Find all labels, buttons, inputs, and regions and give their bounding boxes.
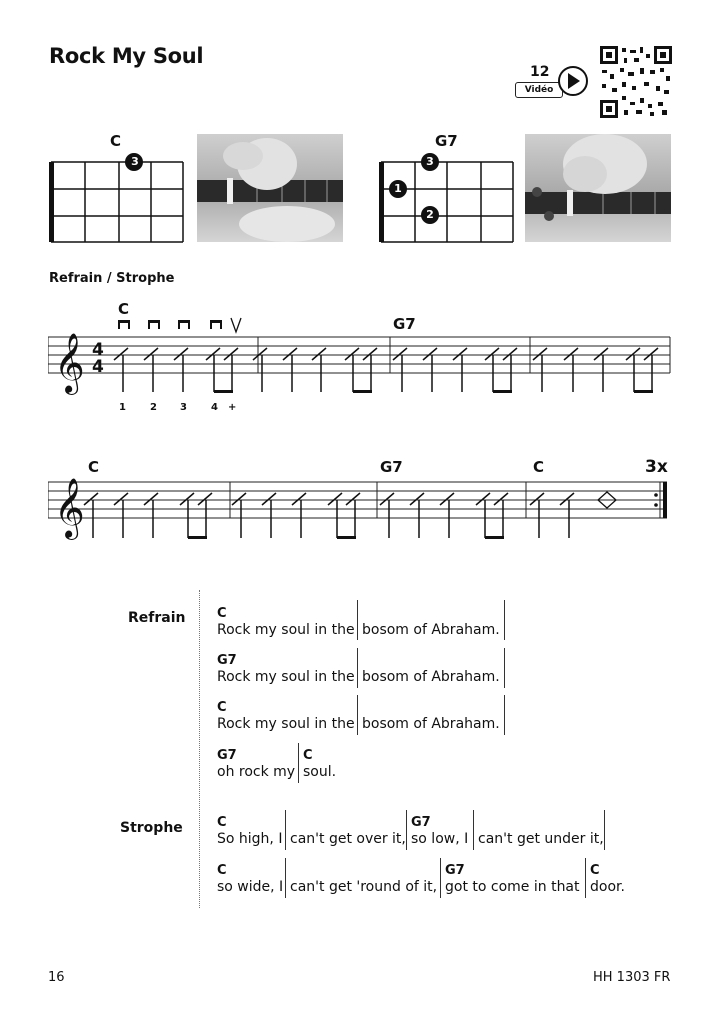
ukulele-neck-icon <box>525 134 671 242</box>
finger-number: 1 <box>394 182 402 195</box>
beat-count: 2 <box>150 402 157 413</box>
lyric-text: so low, I <box>411 831 469 847</box>
treble-clef-icon: 𝄞 <box>54 333 85 393</box>
lyric-text: Rock my soul in the <box>217 622 355 638</box>
lyric-text: so wide, I <box>217 879 284 895</box>
lyrics-divider <box>199 590 200 908</box>
chord-diagram-name: G7 <box>435 132 458 150</box>
music-staff-2 <box>48 460 673 550</box>
hand-photo-c <box>197 134 343 242</box>
repeat-dot <box>654 493 658 497</box>
lyric-chord: G7 <box>217 748 237 763</box>
lyric-chord: G7 <box>411 815 431 830</box>
lyric-chord: C <box>217 863 227 878</box>
beat-count: + <box>228 402 237 413</box>
lyric-text: Rock my soul in the <box>217 716 355 732</box>
lyric-chord: G7 <box>217 653 237 668</box>
music-staff-1 <box>48 310 673 400</box>
treble-clef-icon: 𝄞 <box>54 478 85 538</box>
section-label: Refrain / Strophe <box>49 271 175 286</box>
page-title: Rock My Soul <box>49 44 204 68</box>
chord-diagram-c <box>48 150 188 246</box>
upstroke-icon <box>231 318 241 332</box>
lyric-text: got to come in that <box>445 879 580 895</box>
chord-diagram-g7 <box>378 150 518 246</box>
lyric-text: bosom of Abraham. <box>362 622 500 638</box>
beat-count: 4 <box>211 402 218 413</box>
staff-chord: G7 <box>393 315 416 333</box>
lyric-text: can't get over it, <box>290 831 406 847</box>
finger-number: 3 <box>131 155 139 168</box>
lyric-text: So high, I <box>217 831 283 847</box>
lyric-chord: G7 <box>445 863 465 878</box>
lyric-text: bosom of Abraham. <box>362 716 500 732</box>
ukulele-neck-icon <box>197 134 343 242</box>
strophe-label: Strophe <box>120 820 183 836</box>
staff-chord: G7 <box>380 458 403 476</box>
lyric-chord: C <box>217 700 227 715</box>
lyric-text: can't get under it, <box>478 831 604 847</box>
finger-number: 3 <box>426 155 434 168</box>
beat-count: 1 <box>119 402 126 413</box>
lyric-text: bosom of Abraham. <box>362 669 500 685</box>
hand-photo-g7 <box>525 134 671 242</box>
lyric-text: oh rock my <box>217 764 296 780</box>
page-number: 16 <box>48 970 65 985</box>
time-signature-bottom: 4 <box>92 357 104 377</box>
qr-code-icon[interactable] <box>600 46 672 118</box>
video-label[interactable]: Vidéo <box>515 82 563 98</box>
finger-number: 2 <box>426 208 434 221</box>
lyric-chord: C <box>590 863 600 878</box>
lyric-text: Rock my soul in the <box>217 669 355 685</box>
repeat-dot <box>654 503 658 507</box>
lyric-chord: C <box>217 606 227 621</box>
lyric-text: can't get 'round of it, <box>290 879 438 895</box>
final-barline <box>663 482 667 518</box>
beat-count: 3 <box>180 402 187 413</box>
time-signature-top: 4 <box>92 340 104 360</box>
lyric-chord: C <box>217 815 227 830</box>
staff-chord: C <box>533 458 545 476</box>
staff-chord: C <box>88 458 100 476</box>
catalog-number: HH 1303 FR <box>593 970 671 985</box>
repeat-count: 3x <box>645 457 668 477</box>
track-number: 12 <box>530 64 550 80</box>
chord-diagram-name: C <box>110 132 122 150</box>
staff-chord: C <box>118 300 130 318</box>
refrain-label: Refrain <box>128 610 186 626</box>
lyric-text: soul. <box>303 764 337 780</box>
lyric-chord: C <box>303 748 313 763</box>
play-icon <box>568 73 580 89</box>
lyric-text: door. <box>590 879 625 895</box>
